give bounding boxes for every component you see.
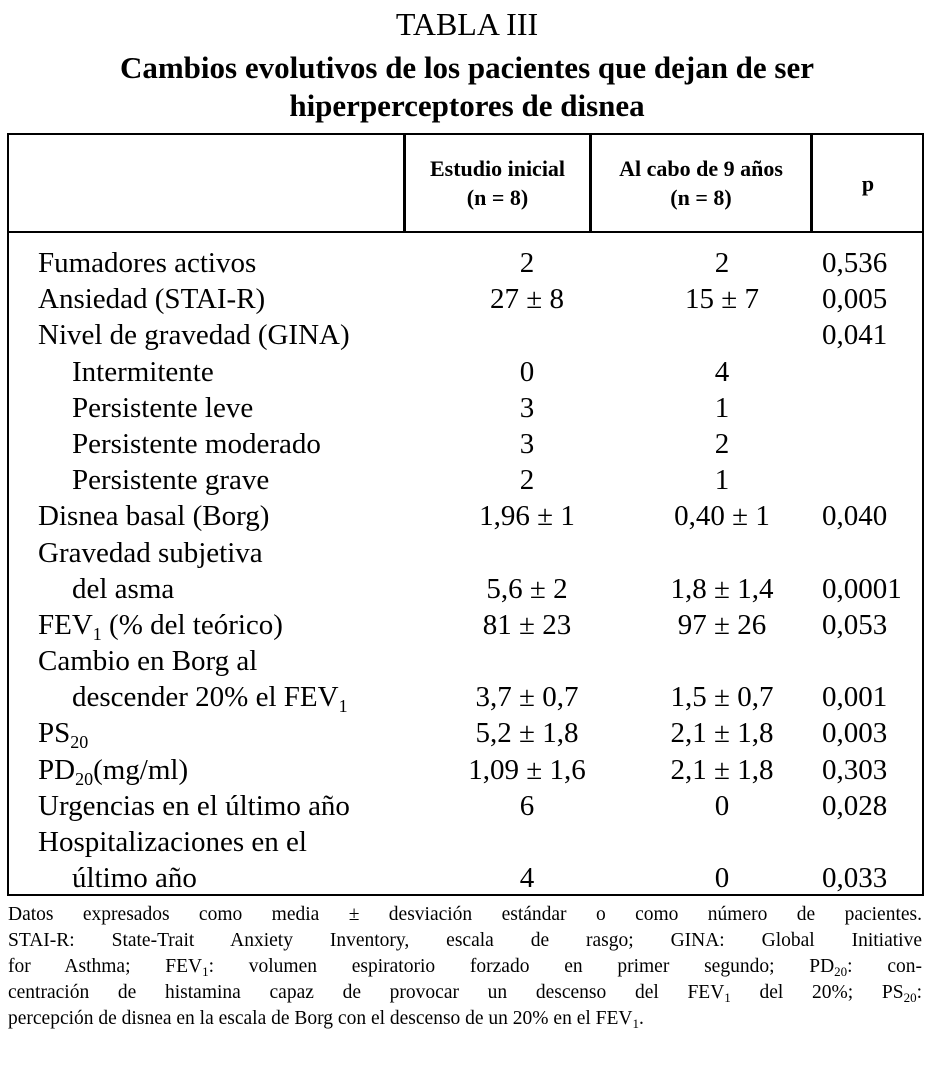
row-followup: 15 ± 7 — [685, 283, 759, 316]
footnote-text: . — [639, 1008, 644, 1029]
footnote-subscript: 20 — [903, 990, 917, 1005]
row-initial: 4 — [519, 862, 535, 895]
row-initial: 3,7 ± 0,7 — [475, 681, 579, 714]
row-p: 0,536 — [822, 247, 888, 279]
row-initial: 1,09 ± 1,6 — [468, 753, 586, 786]
row-label: Cambio en Borg al — [38, 645, 258, 678]
row-p: 0,040 — [822, 500, 888, 533]
header-followup — [592, 135, 810, 231]
row-label — [38, 752, 188, 788]
footnote-subscript: 1 — [202, 964, 209, 979]
row-initial: 81 ± 23 — [482, 608, 572, 641]
row-label: Urgencias en el último año — [38, 789, 350, 822]
row-followup: 2 — [714, 247, 730, 279]
row-label — [72, 679, 348, 715]
row-initial: 5,2 ± 1,8 — [475, 717, 579, 750]
table-row — [9, 571, 922, 607]
row-followup: 0 — [714, 862, 730, 895]
table-row — [9, 643, 922, 679]
row-p: 0,033 — [822, 862, 888, 895]
row-label: del asma — [72, 572, 175, 605]
table-row — [9, 462, 922, 498]
table-row — [9, 245, 922, 281]
row-followup: 2,1 ± 1,8 — [670, 753, 774, 786]
table-row — [9, 535, 922, 571]
footnote-text: centración de histamina capaz de provocar un descenso del FEV — [8, 982, 725, 1003]
table-frame — [7, 133, 924, 896]
header-followup-title: Al cabo de 9 años — [619, 156, 783, 181]
row-label: Gravedad subjetiva — [38, 536, 263, 569]
row-followup: 1 — [714, 464, 730, 497]
row-label: Disnea basal (Borg) — [38, 500, 270, 533]
table-row — [9, 281, 922, 317]
table-header — [9, 135, 922, 233]
table-row — [9, 860, 922, 896]
row-initial: 5,6 ± 2 — [486, 572, 568, 605]
row-followup: 2,1 ± 1,8 — [670, 717, 774, 750]
row-followup: 0 — [714, 789, 730, 822]
row-label-text: FEV — [38, 608, 93, 641]
row-label-text: PD — [38, 753, 76, 786]
row-initial: 0 — [519, 355, 535, 388]
row-p: 0,028 — [822, 789, 888, 822]
row-label: Hospitalizaciones en el — [38, 826, 307, 858]
footnote-line — [8, 980, 922, 1006]
table-body — [9, 245, 922, 896]
footnote-text: del 20%; PS — [730, 982, 904, 1003]
table-row — [9, 715, 922, 751]
row-followup: 1,5 ± 0,7 — [670, 681, 774, 714]
table-row — [9, 607, 922, 643]
table-row — [9, 752, 922, 788]
row-followup: 2 — [714, 427, 730, 460]
row-p: 0,005 — [822, 283, 888, 316]
footnote-line — [8, 954, 922, 980]
footnote-text: for Asthma; FEV — [8, 956, 203, 977]
row-initial: 3 — [519, 391, 535, 424]
row-label: Intermitente — [72, 355, 214, 388]
row-label-text: PS — [38, 717, 71, 750]
row-initial: 2 — [519, 247, 535, 279]
row-p: 0,001 — [822, 681, 888, 714]
footnote-text: percepción de disnea en la escala de Borg con el descenso de un 20% en el FEV — [8, 1008, 633, 1029]
row-p: 0,053 — [822, 608, 888, 641]
row-p: 0,0001 — [822, 572, 902, 605]
row-followup: 1,8 ± 1,4 — [670, 572, 774, 605]
row-p: 0,303 — [822, 753, 888, 786]
header-initial-n: (n = 8) — [466, 185, 529, 210]
footnote-text: : volumen espiratorio forzado en primer segundo; PD — [208, 956, 835, 977]
row-label-subscript: 20 — [75, 768, 94, 789]
table-row — [9, 824, 922, 860]
row-label: Fumadores activos — [38, 247, 257, 279]
row-initial: 3 — [519, 427, 535, 460]
row-label: último año — [72, 862, 197, 895]
table-row — [9, 498, 922, 534]
footnote-subscript: 1 — [632, 1016, 639, 1031]
table-row — [9, 426, 922, 462]
header-p — [813, 135, 923, 231]
row-label: Persistente moderado — [72, 427, 321, 460]
row-followup: 0,40 ± 1 — [674, 500, 770, 533]
row-label: Persistente leve — [72, 391, 254, 424]
table-footnote — [8, 902, 922, 1032]
table-row — [9, 317, 922, 353]
row-label-subscript: 20 — [70, 732, 89, 753]
row-initial: 2 — [519, 464, 535, 497]
footnote-line: STAI-R: State-Trait Anxiety Inventory, escala de rasgo; GINA: Global Initiative — [8, 930, 922, 951]
row-followup: 1 — [714, 391, 730, 424]
table-row — [9, 788, 922, 824]
row-initial: 1,96 ± 1 — [479, 500, 575, 533]
row-initial: 27 ± 8 — [490, 283, 564, 316]
row-followup: 97 ± 26 — [677, 608, 767, 641]
table-row — [9, 390, 922, 426]
header-p-label: p — [861, 170, 875, 196]
header-initial-title: Estudio inicial — [429, 156, 566, 181]
footnote-text: : — [916, 982, 922, 1003]
table-row — [9, 679, 922, 715]
footnote-subscript: 1 — [724, 990, 731, 1005]
table-title-line1: Cambios evolutivos de los pacientes que dejan de ser — [119, 50, 815, 85]
row-p: 0,041 — [822, 319, 888, 352]
row-label-subscript: 1 — [92, 623, 102, 644]
footnote-subscript: 20 — [834, 964, 848, 979]
row-label: Nivel de gravedad (GINA) — [38, 319, 350, 352]
row-followup: 4 — [714, 355, 730, 388]
row-initial: 6 — [519, 789, 535, 822]
row-label-suffix: (% del teórico) — [101, 608, 283, 641]
row-p: 0,003 — [822, 717, 888, 750]
header-initial-study — [406, 135, 589, 231]
footnote-line: Datos expresados como media ± desviación estándar o como número de pacientes. — [8, 904, 922, 925]
row-label: Ansiedad (STAI-R) — [38, 283, 266, 316]
row-label — [38, 607, 283, 643]
footnote-line — [8, 1006, 922, 1032]
header-followup-n: (n = 8) — [670, 185, 732, 210]
row-label: Persistente grave — [72, 464, 270, 497]
table-number: TABLA III — [395, 6, 539, 42]
row-label-suffix: (mg/ml) — [93, 753, 189, 786]
footnote-text: : con- — [847, 956, 922, 977]
row-label — [38, 715, 88, 751]
row-label-text: descender 20% el FEV — [72, 681, 339, 714]
row-label-subscript: 1 — [338, 696, 348, 717]
table-title-line2: hiperperceptores de disnea — [289, 88, 645, 123]
table-row — [9, 354, 922, 390]
